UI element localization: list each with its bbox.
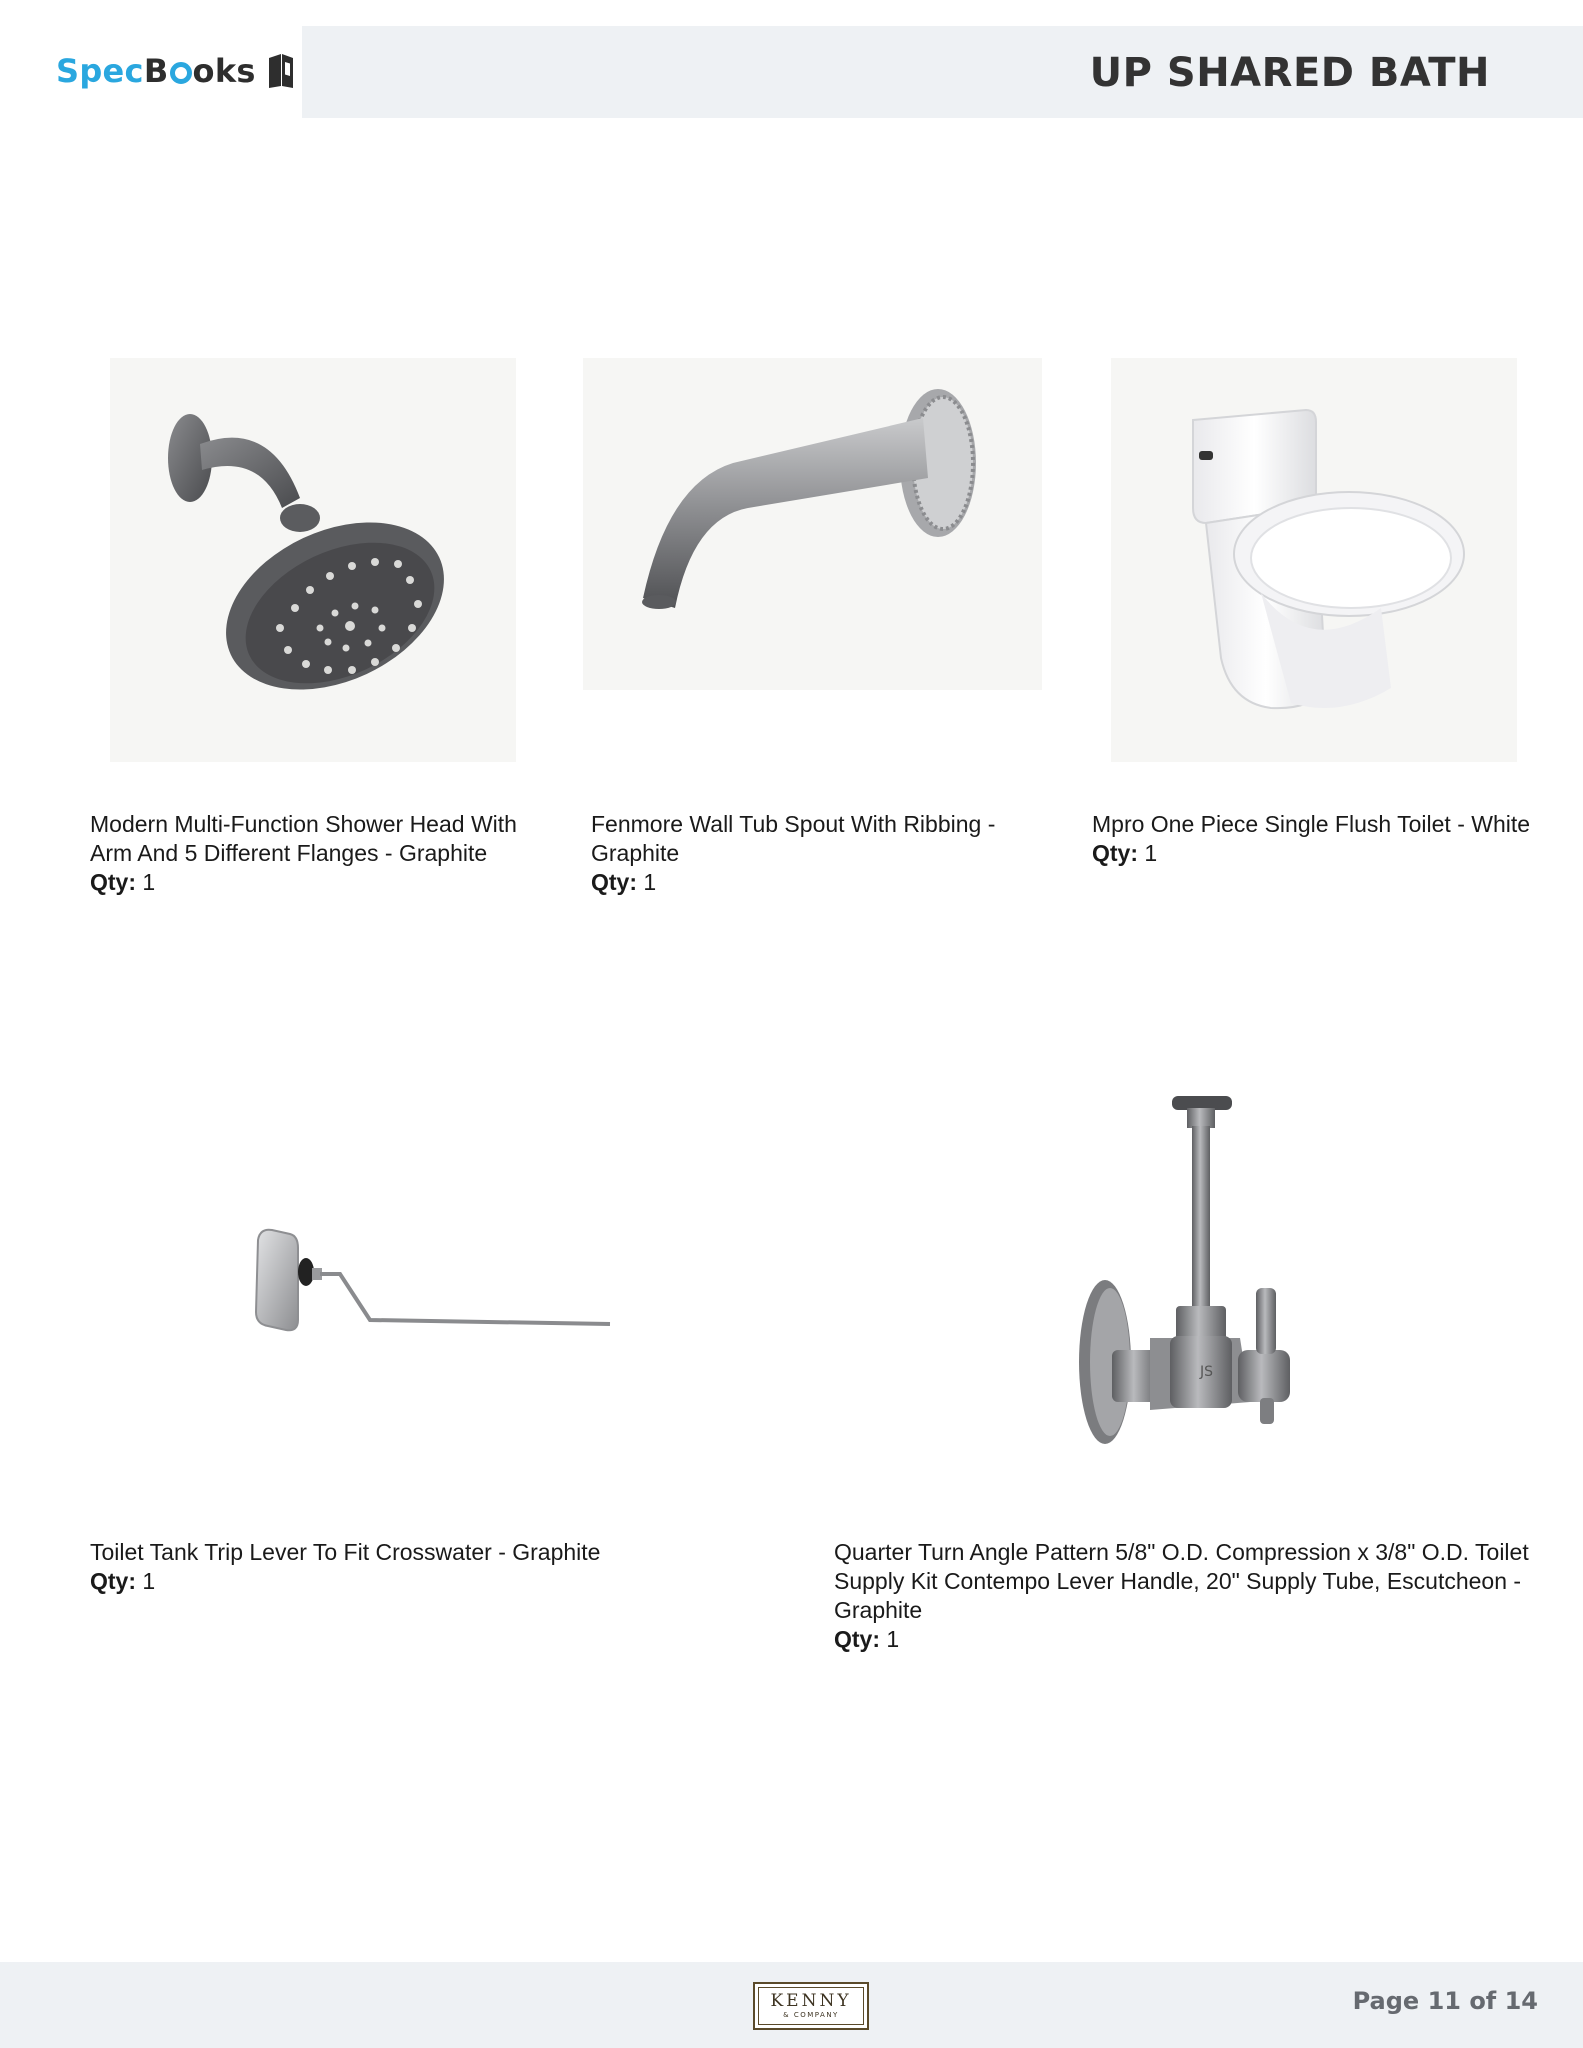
product-image-trip-lever <box>240 1220 630 1350</box>
product-caption-trip-lever <box>90 1538 710 1596</box>
shower-head-icon <box>110 358 516 762</box>
brand-sub: & COMPANY <box>783 2010 839 2019</box>
product-name: Mpro One Piece Single Flush Toilet - White <box>1092 811 1531 837</box>
product-name: Quarter Turn Angle Pattern 5/8" O.D. Compression x 3/8" O.D. Toilet Supply Kit Contempo Lever Handle, 20" Supply Tube, Escutcheon - Graphite <box>834 1539 1529 1623</box>
product-caption-toilet <box>1092 810 1532 868</box>
product-caption-tub-spout <box>591 810 1051 897</box>
product-caption-angle-stop-valve <box>834 1538 1534 1654</box>
specbooks-logo <box>56 48 296 94</box>
product-qty: Qty: 1 <box>90 869 156 895</box>
product-image-toilet <box>1111 358 1517 762</box>
tub-spout-icon <box>583 358 1042 690</box>
angle-stop-valve-icon <box>1050 1092 1350 1478</box>
product-name: Modern Multi-Function Shower Head With Arm And 5 Different Flanges - Graphite <box>90 811 517 866</box>
product-qty: Qty: 1 <box>834 1626 900 1652</box>
product-image-tub-spout <box>583 358 1042 690</box>
product-name: Toilet Tank Trip Lever To Fit Crosswater - Graphite <box>90 1539 601 1565</box>
svg-text:JS: JS <box>1200 1364 1214 1380</box>
product-qty: Qty: 1 <box>1092 840 1158 866</box>
book-icon <box>266 52 296 90</box>
page-title: UP SHARED BATH <box>1089 50 1490 96</box>
product-qty: Qty: 1 <box>591 869 657 895</box>
brand-main: KENNY <box>770 1990 852 2011</box>
kenny-and-company-logo <box>753 1982 869 2030</box>
trip-lever-icon <box>240 1220 630 1350</box>
product-name: Fenmore Wall Tub Spout With Ribbing - Graphite <box>591 811 996 866</box>
product-qty: Qty: 1 <box>90 1568 156 1594</box>
logo-wordmark: SpecB oks <box>56 52 256 90</box>
product-caption-shower-head <box>90 810 550 897</box>
logo-ring-icon <box>170 62 192 84</box>
toilet-icon <box>1111 358 1517 762</box>
product-image-shower-head <box>110 358 516 762</box>
product-image-angle-stop-valve <box>1050 1092 1350 1478</box>
page-number: Page 11 of 14 <box>1352 1987 1538 2015</box>
